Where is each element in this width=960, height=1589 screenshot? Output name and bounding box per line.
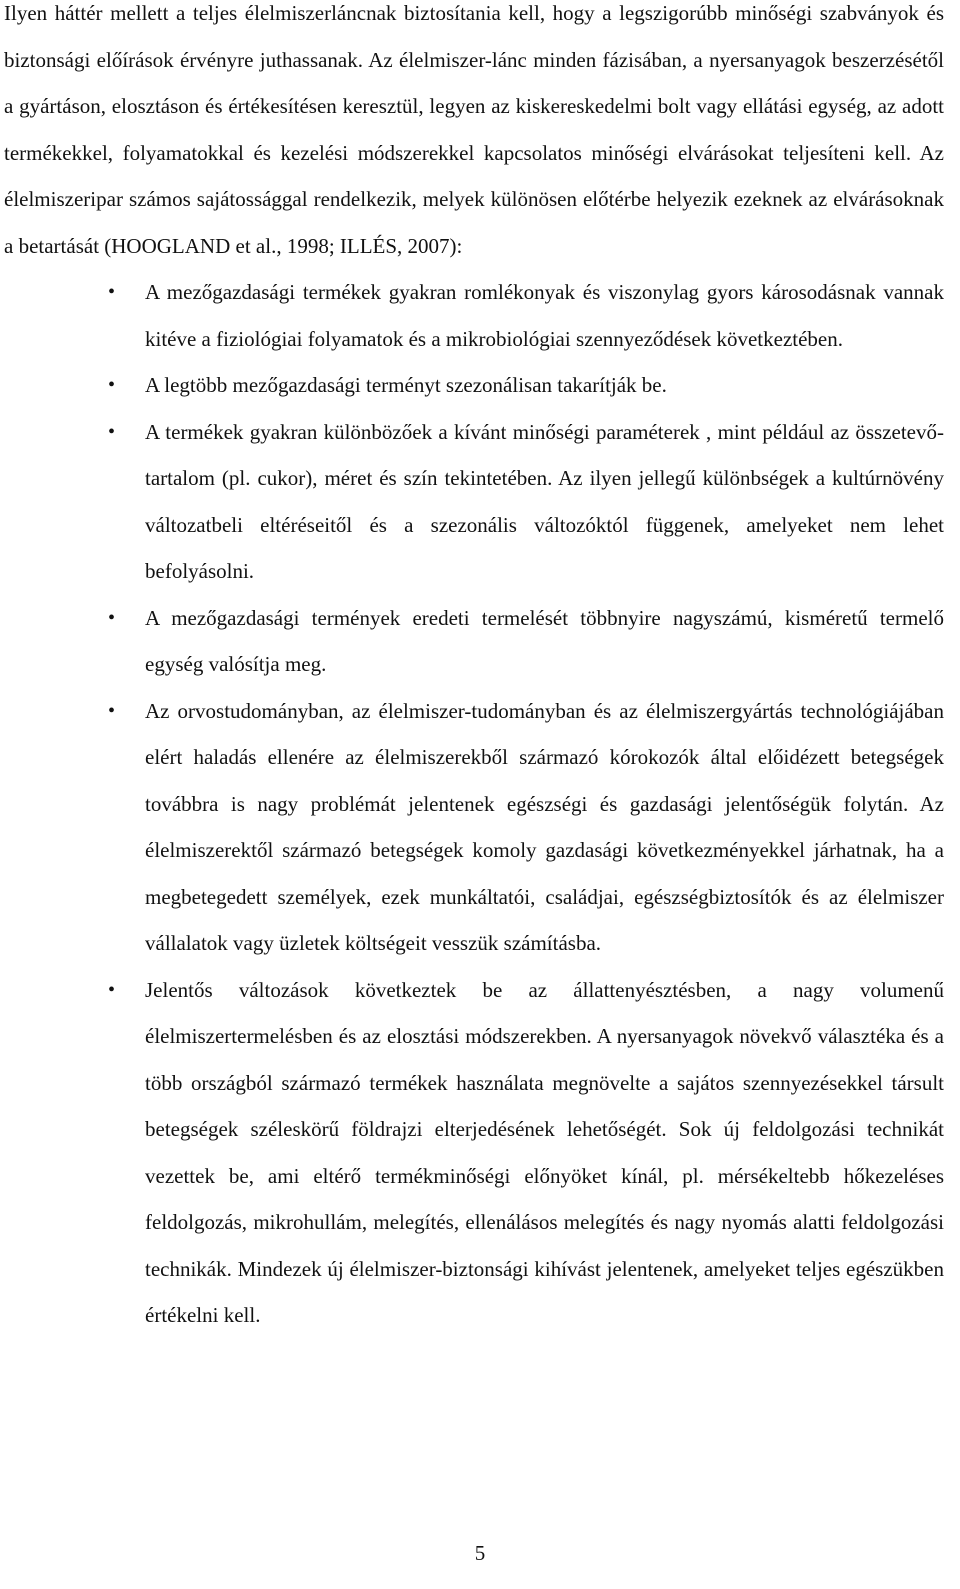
list-item-text: A termékek gyakran különbözőek a kívánt minőségi paraméterek , mint például az összetevő-tartalom (pl. cukor), méret és szín tekintetében. Az ilyen jellegű különbségek a kultúrnövény változatbeli eltéréseitől és a szezonális változóktól függenek, amelyeket nem lehet befolyásolni. (145, 419, 944, 583)
bullet-icon: • (108, 420, 116, 443)
list-item-text: Az orvostudományban, az élelmiszer-tudományban és az élelmiszergyártás technológiájában elért haladás ellenére az élelmiszerekből származó kórokozók által előidézett betegségek továbbra is nagy problémát jelentenek egészségi és gazdasági jelentőségük folytán. Az élelmiszerektől származó betegségek komoly gazdasági következményekkel járhatnak, ha a megbetegedett személyek, ezek munkáltatói, családjai, egészségbiztosítók és az élelmiszer vállalatok vagy üzletek költségeit vesszük számításba. (145, 698, 944, 955)
intro-paragraph: Ilyen háttér mellett a teljes élelmiszerláncnak biztosítania kell, hogy a legszigorúbb minőségi szabványok és biztonsági előírások érvényre juthassanak. Az élelmiszer-lánc minden fázisában, a nyersanyagok beszerzésétől a gyártáson, elosztáson és értékesítésen keresztül, legyen az kiskereskedelmi bolt vagy ellátási egység, az adott termékekkel, folyamatokkal és kezelési módszerekkel kapcsolatos minőségi elvárásokat teljesíteni kell. Az élelmiszeripar számos sajátossággal rendelkezik, melyek különösen előtérbe helyezik ezeknek az elvárásoknak a betartását (HOOGLAND et al., 1998; ILLÉS, 2007): (4, 1, 944, 258)
list-item (4, 595, 944, 688)
list-item-text: A legtöbb mezőgazdasági terményt szezonálisan takarítják be. (145, 373, 667, 397)
bullet-icon: • (108, 978, 116, 1001)
list-item (4, 269, 944, 362)
bullet-list (4, 269, 944, 1339)
list-item (4, 409, 944, 595)
list-item-text: A mezőgazdasági termékek gyakran romlékonyak és viszonylag gyors károsodásnak vannak kitéve a fiziológiai folyamatok és a mikrobiológiai szennyeződések következtében. (145, 280, 944, 351)
list-item-text: A mezőgazdasági termények eredeti termelését többnyire nagyszámú, kisméretű termelő egység valósítja meg. (145, 605, 944, 676)
bullet-icon: • (108, 374, 116, 396)
list-item (4, 688, 944, 967)
bullet-icon: • (108, 606, 116, 629)
bullet-icon: • (108, 699, 116, 722)
bullet-icon: • (108, 281, 116, 303)
list-item (4, 362, 944, 409)
list-item-text: Jelentős változások következtek be az állattenyésztésben, a nagy volumenű élelmiszertermelésben és az elosztási módszerekben. A nyersanyagok növekvő választéka és a több országból származó termékek használata megnövelte a sajátos szennyezésekkel társult betegségek széleskörű földrajzi elterjedésének lehetőségét. Sok új feldolgozási technikát vezettek be, ami eltérő termékminőségi előnyöket kínál, pl. mérsékeltebb hőkezeléses feldolgozás, mikrohullám, melegítés, ellenálásos melegítés és nagy nyomás alatti feldolgozási technikák. Mindezek új élelmiszer-biztonsági kihívást jelentenek, amelyeket teljes egészükben értékelni kell. (145, 977, 944, 1327)
page-number: 5 (474, 1541, 486, 1565)
list-item (4, 967, 944, 1339)
